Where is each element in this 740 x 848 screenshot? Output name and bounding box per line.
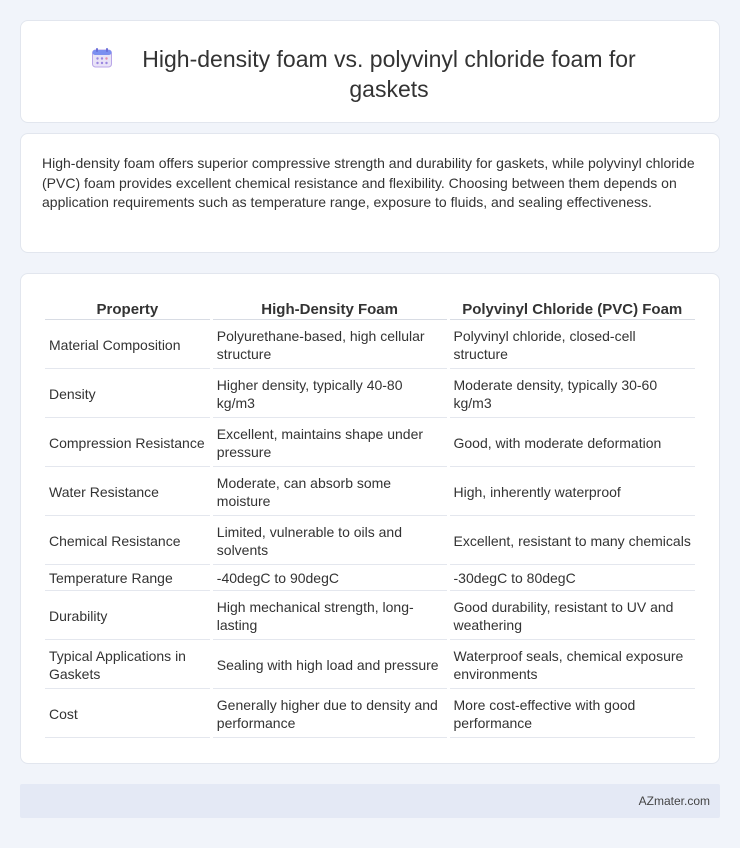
table-cell-property: Chemical Resistance xyxy=(45,517,210,565)
table-row xyxy=(45,517,695,565)
comparison-table xyxy=(42,295,698,739)
table-row xyxy=(45,566,695,591)
table-row xyxy=(45,641,695,689)
table-cell-high-density: Polyurethane-based, high cellular structure xyxy=(213,321,447,369)
table-cell-pvc: High, inherently waterproof xyxy=(450,468,696,516)
table-cell-high-density: High mechanical strength, long-lasting xyxy=(213,592,447,640)
table-row xyxy=(45,690,695,738)
table-cell-high-density: Sealing with high load and pressure xyxy=(213,641,447,689)
title-card xyxy=(20,20,720,123)
table-row xyxy=(45,592,695,640)
table-row xyxy=(45,419,695,467)
table-cell-pvc: Good durability, resistant to UV and weathering xyxy=(450,592,696,640)
table-cell-property: Density xyxy=(45,370,210,418)
column-header-high-density-foam: High-Density Foam xyxy=(213,296,447,320)
footer-site-link[interactable]: AZmater.com xyxy=(638,794,710,808)
page-title: High-density foam vs. polyvinyl chloride foam for gaskets xyxy=(142,46,636,102)
footer-bar xyxy=(20,784,720,818)
comparison-table-card xyxy=(20,273,720,764)
table-cell-pvc: Waterproof seals, chemical exposure environments xyxy=(450,641,696,689)
table-cell-pvc: More cost-effective with good performance xyxy=(450,690,696,738)
table-cell-high-density: Moderate, can absorb some moisture xyxy=(213,468,447,516)
table-cell-property: Compression Resistance xyxy=(45,419,210,467)
table-cell-property: Durability xyxy=(45,592,210,640)
table-cell-pvc: -30degC to 80degC xyxy=(450,566,696,591)
column-header-pvc-foam: Polyvinyl Chloride (PVC) Foam xyxy=(450,296,696,320)
table-cell-property: Temperature Range xyxy=(45,566,210,591)
table-row xyxy=(45,468,695,516)
table-row xyxy=(45,321,695,369)
table-cell-high-density: Limited, vulnerable to oils and solvents xyxy=(213,517,447,565)
table-cell-property: Water Resistance xyxy=(45,468,210,516)
table-header-row xyxy=(45,296,695,320)
table-cell-property: Material Composition xyxy=(45,321,210,369)
table-cell-pvc: Polyvinyl chloride, closed-cell structure xyxy=(450,321,696,369)
table-cell-high-density: -40degC to 90degC xyxy=(213,566,447,591)
table-row xyxy=(45,370,695,418)
column-header-property: Property xyxy=(45,296,210,320)
table-cell-high-density: Higher density, typically 40-80 kg/m3 xyxy=(213,370,447,418)
intro-card xyxy=(20,133,720,253)
table-cell-property: Cost xyxy=(45,690,210,738)
table-cell-high-density: Excellent, maintains shape under pressure xyxy=(213,419,447,467)
table-cell-pvc: Moderate density, typically 30-60 kg/m3 xyxy=(450,370,696,418)
table-cell-pvc: Excellent, resistant to many chemicals xyxy=(450,517,696,565)
table-cell-pvc: Good, with moderate deformation xyxy=(450,419,696,467)
table-cell-property: Typical Applications in Gaskets xyxy=(45,641,210,689)
intro-paragraph: High-density foam offers superior compressive strength and durability for gaskets, while polyvinyl chloride (PVC) foam provides excellent chemical resistance and flexibility. Choosing between them depends on application requirements such as temperature range, exposure to fluids, and sealing effectiveness. xyxy=(42,155,695,210)
table-cell-high-density: Generally higher due to density and performance xyxy=(213,690,447,738)
